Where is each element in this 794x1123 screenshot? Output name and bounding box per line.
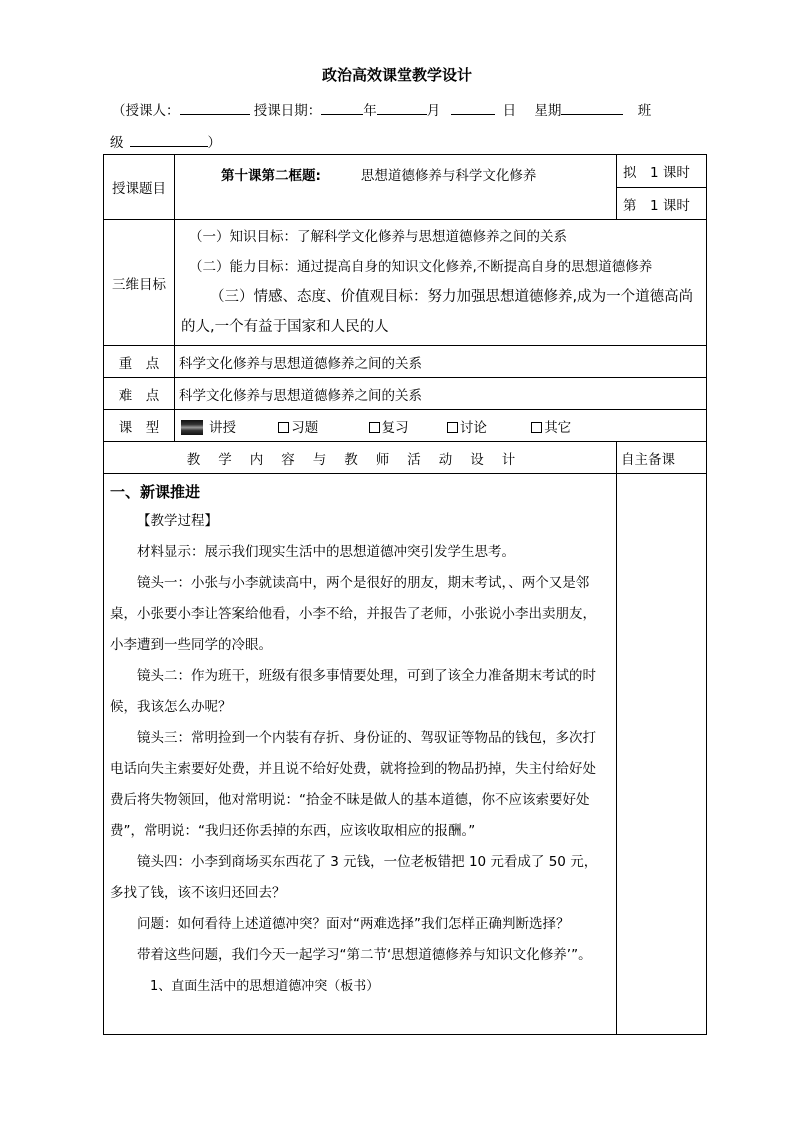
class-label-part2: 级 — [110, 135, 124, 151]
month-label: 月 — [426, 103, 441, 119]
teacher-blank — [180, 100, 250, 115]
exercise-option-label: 习题 — [291, 419, 319, 436]
lecture-option-label: 讲授 — [209, 419, 236, 436]
lesson-type-label: 课 型 — [104, 410, 175, 442]
year-blank — [321, 100, 363, 115]
topic-label: 授课题目 — [104, 155, 175, 220]
prep-cell[interactable] — [617, 474, 707, 1035]
weekday-blank — [561, 100, 623, 115]
topic-cell — [175, 155, 617, 220]
difficulty-value: 科学文化修养与思想道德修养之间的关系 — [175, 378, 707, 410]
lesson-type-options — [175, 410, 707, 442]
date-label: 授课日期： — [253, 103, 322, 119]
class-info-line — [110, 131, 221, 151]
content-paragraph: 镜头一：小张与小李就读高中，两个是很好的朋友，期末考试，、两个又是邻桌，小张要小李让答案给他看，小李不给，并报告了老师，小张说小李出卖朋友，小李遭到一些同学的冷眼。 — [110, 575, 596, 653]
discussion-option-label: 讨论 — [459, 419, 487, 436]
day-label: 日 — [502, 103, 517, 119]
process-label: 【教学过程】 — [137, 513, 218, 529]
lecture-checkbox[interactable] — [181, 420, 203, 435]
content-paragraph: 带着这些问题，我们今天一起学习“第二节‘思想道德修养与知识文化修养’”。 — [137, 947, 592, 963]
topic-name: 思想道德修养与科学文化修养 — [360, 168, 537, 184]
year-label: 年 — [363, 103, 377, 119]
content-paragraph: 镜头三：常明捡到一个内装有存折、身份证的、驾驭证等物品的钱包，多次打电话向失主索要好处费，并且说不给好处费，就将捡到的物品扔掉，失主付给好处费后将失物领回，他对常明说：“拾金不昧是做人的基本道德，你不应该索要好处费”，常明说：“我归还你丢掉的东西，应该收取相应的报酬。” — [110, 730, 596, 839]
plan-hours: 拟 1 课时 — [617, 155, 707, 188]
prep-header: 自主备课 — [617, 442, 707, 474]
weekday-label: 星期 — [534, 103, 562, 119]
key-point-value: 科学文化修养与思想道德修养之间的关系 — [175, 346, 707, 378]
review-checkbox[interactable] — [369, 422, 380, 433]
difficulty-label: 难 点 — [104, 378, 175, 410]
content-paragraph: 问题：如何看待上述道德冲突？面对“两难选择”我们怎样正确判断选择？ — [137, 916, 570, 932]
key-point-label: 重 点 — [104, 346, 175, 378]
goals-cell — [175, 220, 707, 346]
other-checkbox[interactable] — [531, 422, 542, 433]
content-paragraph: 材料显示：展示我们现实生活中的思想道德冲突引发学生思考。 — [137, 544, 515, 560]
seq-hours: 第 1 课时 — [617, 188, 707, 220]
section-title: 一、新课推进 — [110, 483, 201, 501]
teacher-label: （授课人： — [112, 103, 180, 119]
goal-knowledge: （一）知识目标：了解科学文化修养与思想道德修养之间的关系 — [189, 229, 567, 245]
content-paragraph: 镜头四：小李到商场买东西花了 3 元钱，一位老板错把 10 元看成了 50 元，多找了钱，该不该归还回去？ — [110, 854, 598, 901]
goal-ability: （二）能力目标：通过提高自身的知识文化修养,不断提高自身的思想道德修养 — [189, 259, 653, 275]
goals-label: 三维目标 — [104, 220, 175, 346]
page-title: 政治高效课堂教学设计 — [321, 66, 472, 84]
review-option-label: 复习 — [381, 419, 409, 436]
lesson-info-line — [112, 99, 651, 119]
design-header-cell — [104, 442, 617, 474]
exercise-checkbox[interactable] — [278, 422, 289, 433]
day-blank — [451, 100, 495, 115]
class-blank — [130, 132, 208, 147]
class-label-part1: 班 — [637, 103, 652, 119]
content-cell — [104, 474, 617, 1035]
discussion-checkbox[interactable] — [447, 422, 458, 433]
board-note: 1、直面生活中的思想道德冲突（板书） — [150, 979, 380, 994]
other-option-label: 其它 — [544, 419, 572, 436]
design-header: 教学内容与教师活动设计 — [186, 451, 534, 468]
content-paragraph: 镜头二：作为班干，班级有很多事情要处理，可到了该全力准备期末考试的时候，我该怎么办呢？ — [110, 668, 596, 715]
topic-lesson: 第十课第二框题: — [221, 168, 321, 184]
month-blank — [377, 100, 427, 115]
lesson-plan-table — [103, 154, 707, 1035]
close-paren: ） — [207, 135, 221, 151]
goal-attitude: （三）情感、态度、价值观目标：努力加强思想道德修养,成为一个道德高尚的人,一个有益于国家和人民的人 — [181, 289, 694, 335]
